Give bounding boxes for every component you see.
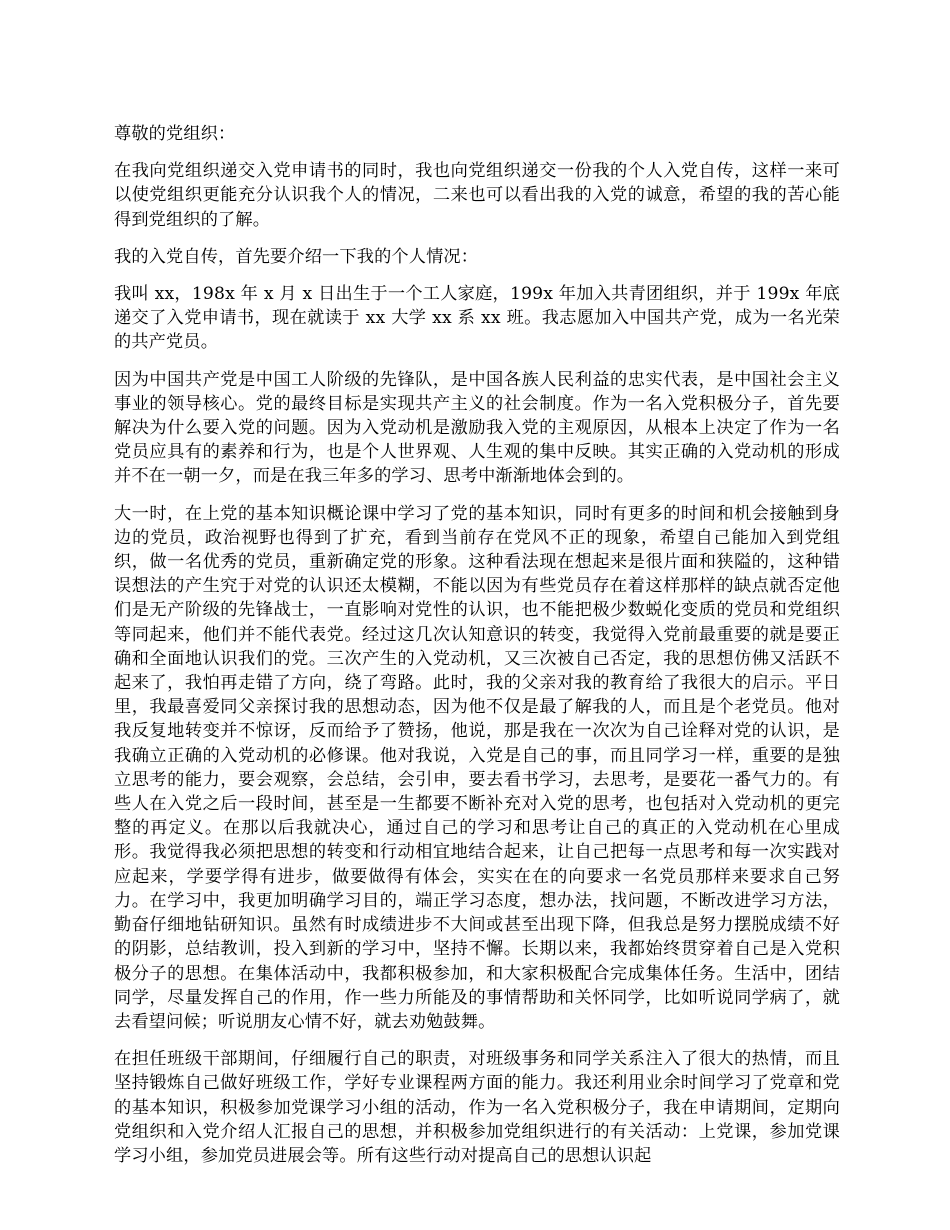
paragraph-personal-heading: 我的入党自传，首先要介绍一下我的个人情况： (114, 246, 479, 267)
paragraph-intro: 在我向党组织递交入党申请书的同时，我也向党组织递交一份我的个人入党自传，这样一来可以使党组织更能充分认识我个人的情况，二来也可以看出我的入党的诚意，希望的我的苦心能得到党组织的了解。 (114, 161, 840, 230)
paragraph-motivation: 因为中国共产党是中国工人阶级的先锋队，是中国各族人民利益的忠实代表，是中国社会主义事业的领导核心。党的最终目标是实现共产主义的社会制度。作为一名入党积极分子，首先要解决为什么要入党的问题。因为入党动机是激励我入党的主观原因，从根本上决定了作为一名党员应具有的素养和行为，也是个人世界观、人生观的集中反映。其实正确的入党动机的形成并不在一朝一夕，而是在我三年多的学习、思考中渐渐地体会到的。 (114, 369, 840, 487)
salutation: 尊敬的党组织： (114, 124, 236, 144)
paragraph-class-cadre: 在担任班级干部期间，仔细履行自己的职责，对班级事务和同学关系注入了很大的热情，而且坚持锻炼自己做好班级工作，学好专业课程两方面的能力。我还利用业余时间学习了党章和党的基本知识，积极参加党课学习小组的活动，作为一名入党积极分子，我在申请期间，定期向党组织和入党介绍人汇报自己的思想，并积极参加党组织进行的有关活动：上党课，参加党课学习小组，参加党员进展会等。所有这些行动对提高自己的思想认识起 (114, 1049, 840, 1166)
document-body (114, 122, 840, 1181)
paragraph-freshman-year: 大一时，在上党的基本知识概论课中学习了党的基本知识，同时有更多的时间和机会接触到身边的党员，政治视野也得到了扩充，看到当前存在党风不正的现象，希望自己能加入到党组织，做一名优秀的党员，重新确定党的形象。这种看法现在想起来是很片面和狭隘的，这种错误想法的产生究于对党的认识还太模糊，不能以因为有些党员存在着这样那样的缺点就否定他们是无产阶级的先锋战士，一直影响对党性的认识，也不能把极少数蜕化变质的党员和党组织等同起来，他们并不能代表党。经过这几次认知意识的转变，我觉得入党前最重要的就是要正确和全面地认识我们的党。三次产生的入党动机，又三次被自己否定，我的思想仿佛又活跃不起来了，我怕再走错了方向，绕了弯路。此时，我的父亲对我的教育给了我很大的启示。平日里，我最喜爱同父亲探讨我的思想动态，因为他不仅是最了解我的人，而且是个老党员。他对我反复地转变并不惊讶，反而给予了赞扬，他说，那是我在一次次为自己诠释对党的认识，是我确立正确的入党动机的必修课。他对我说，入党是自己的事，而且同学习一样，重要的是独立思考的能力，要会观察，会总结，会引申，要去看书学习，去思考，是要花一番气力的。有些人在入党之后一段时间，甚至是一生都要不断补充对入党的思考，也包括对入党动机的更完整的再定义。在那以后我就决心，通过自己的学习和思考让自己的真正的入党动机在心里成形。我觉得我必须把思想的转变和行动相宜地结合起来，让自己把每一点思考和每一次实践对应起来，学要学得有进步，做要做得有体会，实实在在的向要求一名党员那样来要求自己努力。在学习中，我更加明确学习目的，端正学习态度，想办法，找问题，不断改进学习方法，勤奋仔细地钻研知识。虽然有时成绩进步不大间或甚至出现下降，但我总是努力摆脱成绩不好的阴影，总结教训，投入到新的学习中，坚持不懈。长期以来，我都始终贯穿着自己是入党积极分子的思想。在集体活动中，我都积极参加，和大家积极配合完成集体任务。生活中，团结同学，尽量发挥自己的作用，作一些力所能及的事情帮助和关怀同学，比如听说同学病了，就去看望问候；听说朋友心情不好，就去劝勉鼓舞。 (114, 503, 840, 1032)
paragraph-personal-info: 我叫 xx，198x 年 x 月 x 日出生于一个工人家庭，199x 年加入共青团组织，并于 199x 年底递交了入党申请书，现在就读于 xx 大学 xx 系 xx 班。我志愿加入中国共产党，成为一名光荣的共产党员。 (114, 284, 840, 353)
